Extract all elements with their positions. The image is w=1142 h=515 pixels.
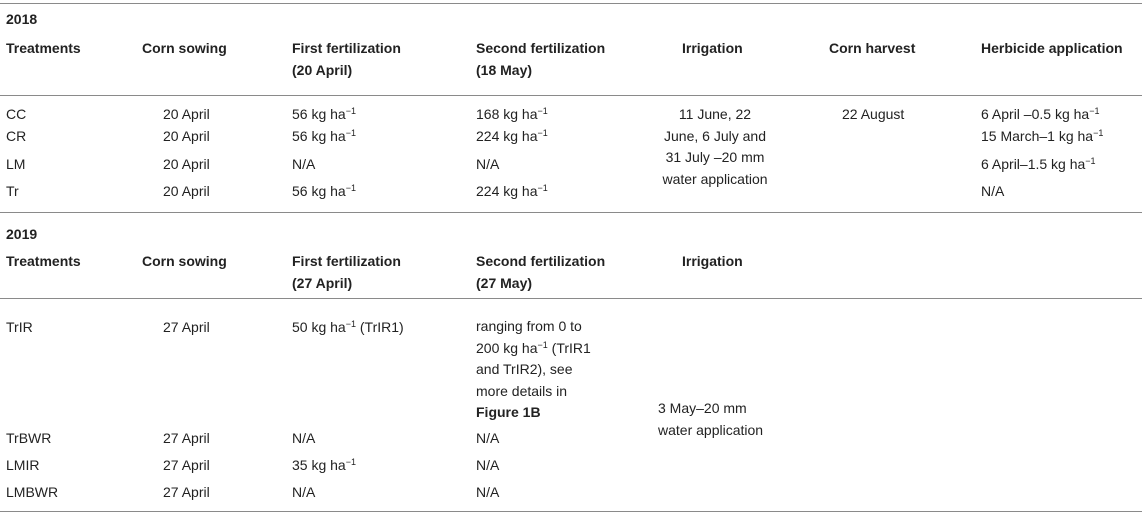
header-second-fertilization: Second fertilization <box>476 40 606 56</box>
row-treatment: LMBWR <box>6 484 59 500</box>
year-2018-label: 2018 <box>6 11 38 27</box>
corn-harvest-2018: 22 August <box>842 106 905 122</box>
row-first-fertilization: 56 kg $ha^{-1}$ <box>292 128 356 144</box>
trir-second-fertilization-cell <box>476 316 636 424</box>
irrigation-2018-cell <box>645 104 785 190</box>
row-treatment: CR <box>6 128 27 144</box>
top-rule <box>0 3 1142 4</box>
row-second-fertilization: 224 kg $ha^{-1}$ <box>476 128 548 144</box>
trir-second-line: 200 kg $ha^{-1}$ (TrIR1 <box>476 339 591 356</box>
header-first-fertilization-date: (20 April) <box>292 62 353 78</box>
header-first-fertilization: First fertilization <box>292 40 401 56</box>
row-corn-sowing: 20 April <box>163 128 210 144</box>
section-rule <box>0 212 1142 213</box>
irrigation-2018-line: 31 July –20 mm <box>665 149 765 165</box>
row-corn-sowing: 27 April <box>163 319 210 335</box>
row-treatment: LMIR <box>6 457 40 473</box>
header-treatments: Treatments <box>6 253 81 269</box>
row-second-fertilization: N/A <box>476 156 500 172</box>
header-treatments: Treatments <box>6 40 81 56</box>
row-herbicide: 6 April –0.5 kg $ha^{-1}$ <box>981 106 1100 122</box>
row-herbicide: 6 April–1.5 kg $ha^{-1}$ <box>981 156 1096 172</box>
header-rule-2019 <box>0 298 1142 299</box>
header-irrigation: Irrigation <box>682 253 743 269</box>
year-2019-label: 2019 <box>6 226 38 242</box>
row-second-fertilization: N/A <box>476 430 500 446</box>
header-second-fertilization: Second fertilization <box>476 253 606 269</box>
row-corn-sowing: 20 April <box>163 183 210 199</box>
row-first-fertilization: 56 kg $ha^{-1}$ <box>292 106 356 122</box>
row-corn-sowing: 20 April <box>163 106 210 122</box>
trir-second-line: more details in <box>476 382 568 399</box>
header-corn-sowing: Corn sowing <box>142 40 227 56</box>
row-treatment: LM <box>6 156 26 172</box>
irrigation-2019-line: 3 May–20 mm <box>658 400 747 416</box>
row-corn-sowing: 20 April <box>163 156 210 172</box>
row-first-fertilization: N/A <box>292 156 316 172</box>
row-second-fertilization: N/A <box>476 484 500 500</box>
row-corn-sowing: 27 April <box>163 457 210 473</box>
header-first-fertilization-date: (27 April) <box>292 275 353 291</box>
header-corn-harvest: Corn harvest <box>829 40 916 56</box>
row-first-fertilization: 35 kg $ha^{-1}$ <box>292 457 356 473</box>
header-herbicide-application: Herbicide application <box>981 40 1123 56</box>
row-herbicide: N/A <box>981 183 1005 199</box>
row-treatment: CC <box>6 106 27 122</box>
header-second-fertilization-date: (27 May) <box>476 275 533 291</box>
header-corn-sowing: Corn sowing <box>142 253 227 269</box>
row-second-fertilization: N/A <box>476 457 500 473</box>
row-treatment: TrBWR <box>6 430 52 446</box>
row-first-fertilization: N/A <box>292 484 316 500</box>
row-first-fertilization: 56 kg $ha^{-1}$ <box>292 183 356 199</box>
header-irrigation: Irrigation <box>682 40 743 56</box>
row-treatment: Tr <box>6 183 19 199</box>
header-first-fertilization: First fertilization <box>292 253 401 269</box>
irrigation-2018-line: June, 6 July and <box>664 127 766 144</box>
row-treatment: TrIR <box>6 319 33 335</box>
trir-second-line: ranging from 0 to <box>476 318 582 334</box>
row-corn-sowing: 27 April <box>163 430 210 446</box>
bottom-rule <box>0 511 1142 512</box>
figure-reference: Figure 1B <box>476 404 541 420</box>
header-rule-2018 <box>0 95 1142 96</box>
row-second-fertilization: 224 kg $ha^{-1}$ <box>476 183 548 199</box>
row-corn-sowing: 27 April <box>163 484 210 500</box>
row-first-fertilization: N/A <box>292 430 316 446</box>
header-second-fertilization-date: (18 May) <box>476 62 533 78</box>
row-herbicide: 15 March–1 kg $ha^{-1}$ <box>981 128 1104 144</box>
irrigation-2019-cell <box>658 398 763 441</box>
row-second-fertilization: 168 kg $ha^{-1}$ <box>476 106 548 122</box>
irrigation-2019-line: water application <box>658 421 764 438</box>
trir-second-line: and TrIR2), see <box>476 361 573 377</box>
irrigation-2018-line: 11 June, 22 <box>678 106 752 122</box>
irrigation-2018-line: water application <box>662 170 768 187</box>
row-first-fertilization: 50 kg $ha^{-1}$ (TrIR1) <box>292 319 404 335</box>
